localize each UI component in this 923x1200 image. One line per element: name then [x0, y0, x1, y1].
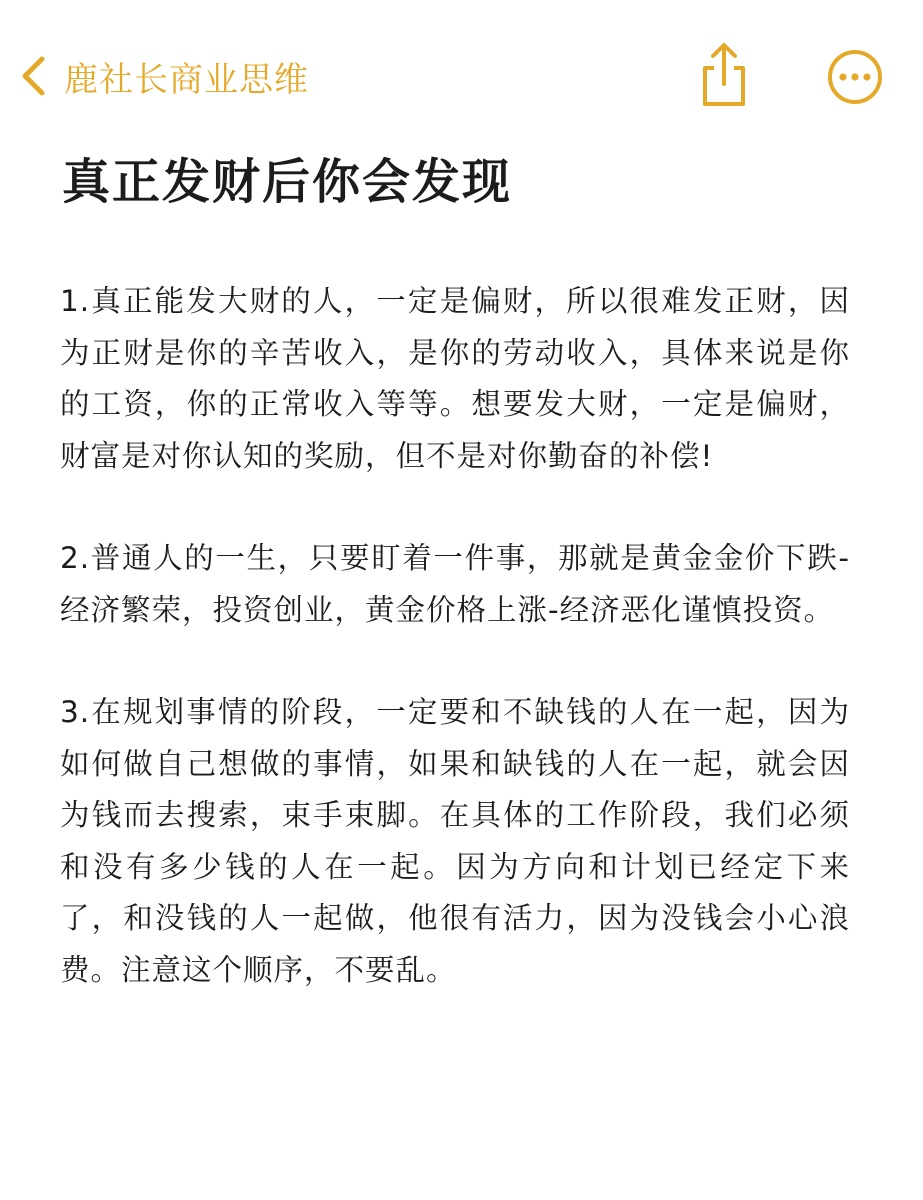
note-paragraph: 2.普通人的一生，只要盯着一件事，那就是黄金金价下跌-经济繁荣，投资创业，黄金价格上涨-经济恶化谨慎投资。	[60, 541, 850, 627]
navigation-bar	[0, 38, 923, 118]
back-label: 鹿社长商业思维	[64, 59, 309, 100]
more-ellipsis-icon	[826, 48, 884, 106]
note-title: 真正发财后你会发现	[62, 154, 513, 210]
note-paragraph: 3.在规划事情的阶段，一定要和不缺钱的人在一起，因为如何做自己想做的事情，如果和缺钱的人在一起，就会因为钱而去搜索，束手束脚。在具体的工作阶段，我们必须和没有多少钱的人在一起。因为方向和计划已经定下来了，和没钱的人一起做，他很有活力，因为没钱会小心浪费。注意这个顺序，不要乱。	[60, 695, 850, 987]
note-body[interactable]	[60, 276, 850, 1047]
more-button[interactable]	[826, 48, 884, 106]
share-button[interactable]	[696, 40, 752, 110]
share-icon	[696, 40, 752, 110]
chevron-left-icon	[18, 55, 52, 97]
back-button[interactable]	[18, 46, 309, 106]
note-paragraph: 1.真正能发大财的人，一定是偏财，所以很难发正财，因为正财是你的辛苦收入，是你的劳动收入，具体来说是你的工资，你的正常收入等等。想要发大财，一定是偏财，财富是对你认知的奖励，但不是对你勤奋的补偿!	[60, 284, 850, 473]
